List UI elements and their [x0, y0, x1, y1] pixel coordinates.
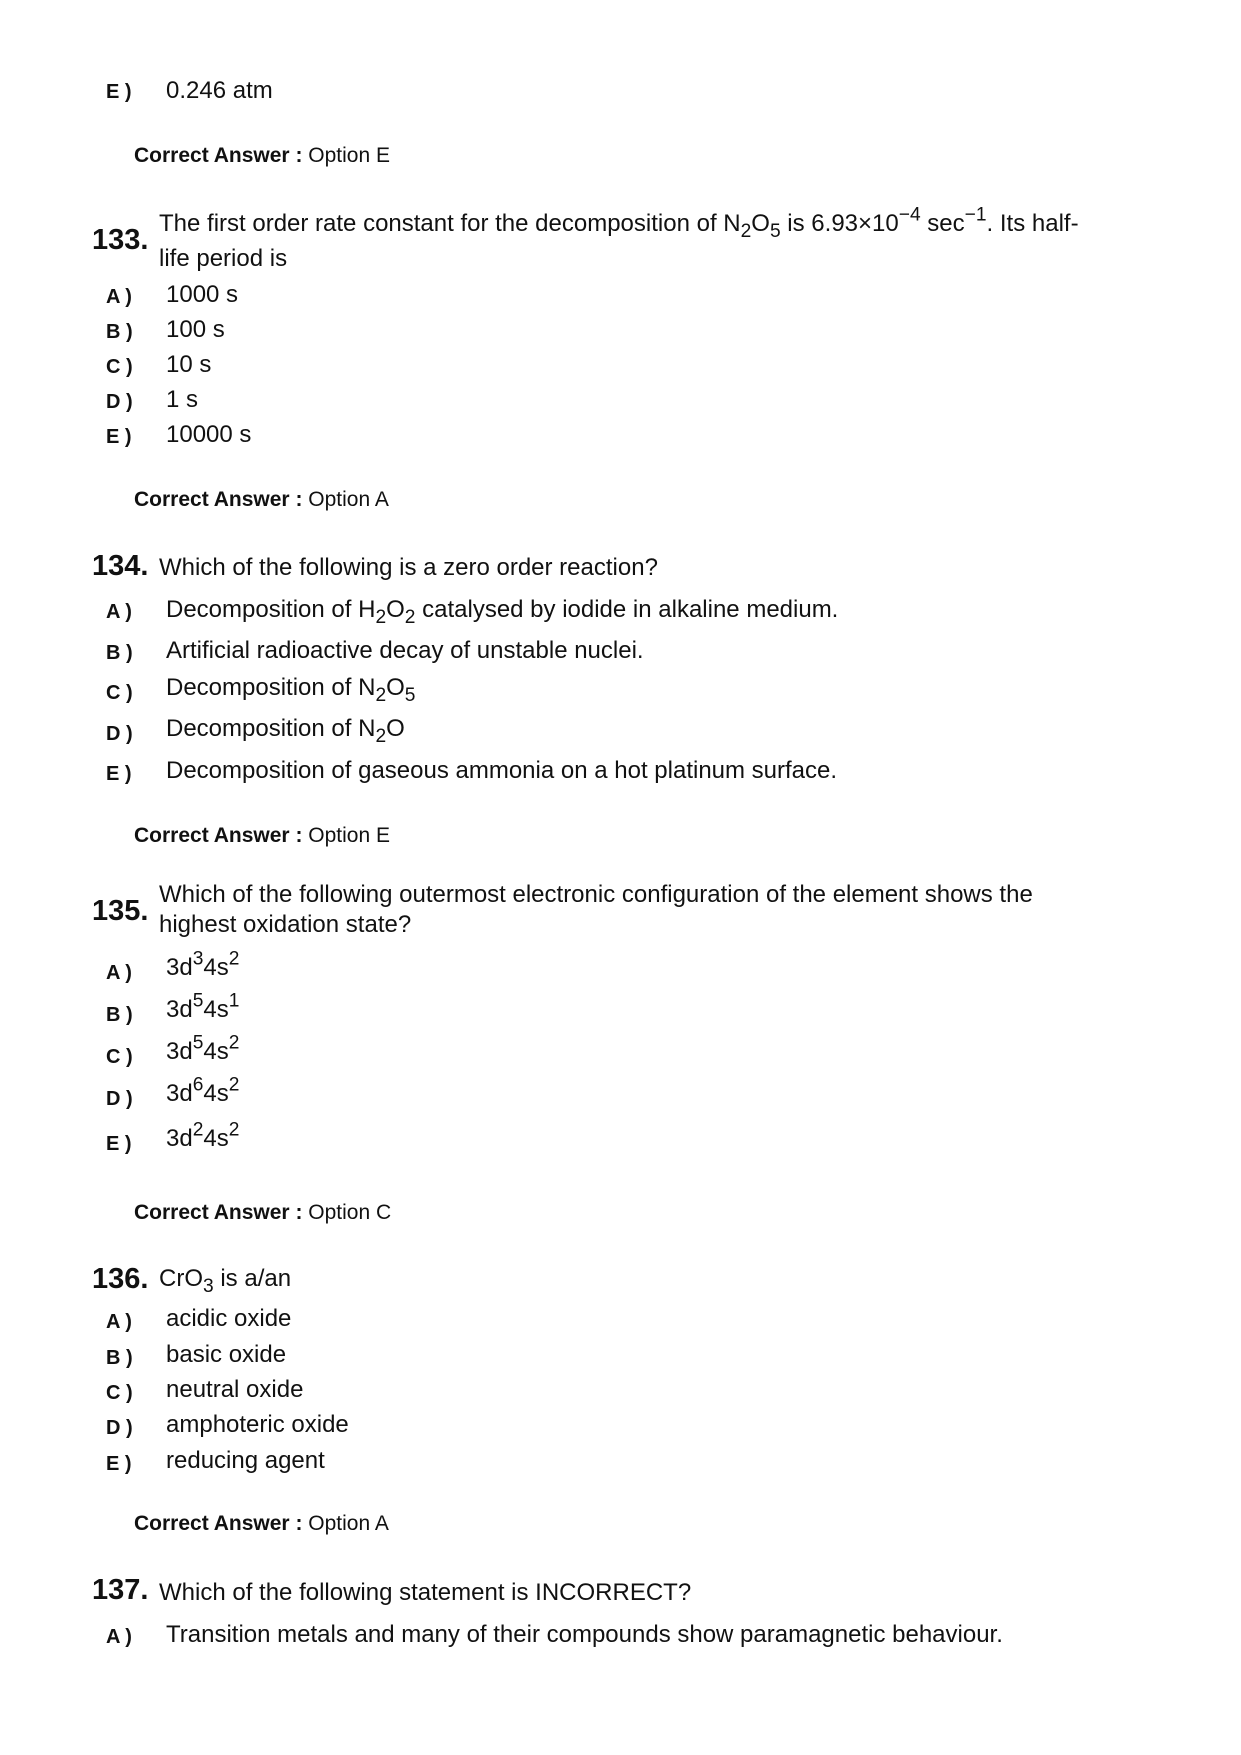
question-text-line-2: life period is — [159, 245, 288, 272]
question-number: 133. — [92, 224, 149, 256]
option-text: Transition metals and many of their compounds show paramagnetic behaviour. — [166, 1621, 1003, 1648]
option-text: basic oxide — [166, 1341, 287, 1368]
answer-label: Correct Answer : — [134, 824, 303, 847]
question-text: Which of the following statement is INCORRECT? — [159, 1579, 692, 1606]
answer-label: Correct Answer : — [134, 1201, 303, 1224]
option-text: 10 s — [166, 351, 212, 378]
answer-value: Option E — [308, 144, 390, 167]
option-letter: E ) — [106, 81, 132, 103]
option-letter: D ) — [106, 723, 133, 745]
option-letter: D ) — [106, 1088, 133, 1110]
subscript: 5 — [769, 220, 781, 242]
superscript: 5 — [192, 990, 204, 1012]
option-text: amphoteric oxide — [166, 1411, 349, 1438]
question-number: 136. — [92, 1263, 149, 1295]
option-text: Artificial radioactive decay of unstable nuclei. — [166, 637, 644, 664]
superscript: 2 — [228, 1074, 240, 1096]
answer-label: Correct Answer : — [134, 1512, 303, 1535]
subscript: 2 — [404, 606, 416, 628]
superscript: 5 — [192, 1032, 204, 1054]
option-letter: C ) — [106, 1382, 133, 1404]
answer-value: Option A — [308, 1512, 389, 1535]
option-letter: E ) — [106, 1453, 132, 1475]
option-letter: B ) — [106, 642, 133, 664]
option-letter: C ) — [106, 1046, 133, 1068]
option-text: $3d^54s^2$ — [166, 1032, 240, 1065]
answer-value: Option A — [308, 488, 389, 511]
question-text-line-2: highest oxidation state? — [159, 911, 412, 938]
option-letter: C ) — [106, 356, 133, 378]
superscript: 2 — [192, 1119, 204, 1141]
option-text: Decomposition of gaseous ammonia on a hot platinum surface. — [166, 757, 838, 784]
option-text: 1 s — [166, 386, 199, 413]
option-text: Decomposition of $N_2O$ — [166, 715, 405, 747]
option-letter: B ) — [106, 1004, 133, 1026]
superscript: 2 — [228, 948, 240, 970]
question-text: Which of the following is a zero order reaction? — [159, 554, 658, 581]
option-text: $3d^54s^1$ — [166, 990, 240, 1023]
superscript: 6 — [192, 1074, 204, 1096]
superscript: −1 — [964, 204, 987, 226]
option-text: $3d^64s^2$ — [166, 1074, 240, 1107]
subscript: 2 — [375, 684, 387, 706]
answer-value: Option E — [308, 824, 390, 847]
correct-answer — [134, 144, 390, 168]
option-text: neutral oxide — [166, 1376, 304, 1403]
option-letter: B ) — [106, 321, 133, 343]
option-letter: D ) — [106, 1417, 133, 1439]
option-letter: A ) — [106, 1311, 132, 1333]
option-text: 100 s — [166, 316, 225, 343]
option-text: $3d^24s^2$ — [166, 1119, 240, 1152]
question-text: CrO$_3$ is a/an — [159, 1265, 292, 1297]
correct-answer — [134, 1512, 389, 1536]
option-letter: B ) — [106, 1347, 133, 1369]
option-letter: A ) — [106, 601, 132, 623]
question-number: 137. — [92, 1574, 149, 1606]
option-letter: E ) — [106, 1133, 132, 1155]
superscript: −4 — [898, 204, 921, 226]
option-text: 0.246 atm — [166, 77, 273, 104]
answer-label: Correct Answer : — [134, 144, 303, 167]
option-letter: C ) — [106, 682, 133, 704]
subscript: 3 — [203, 1275, 214, 1297]
superscript: 2 — [228, 1032, 240, 1054]
subscript: 2 — [375, 725, 387, 747]
option-letter: A ) — [106, 286, 132, 308]
question-text-line-1: Which of the following outermost electronic configuration of the element shows the — [159, 881, 1033, 908]
option-letter: E ) — [106, 426, 132, 448]
correct-answer — [134, 1201, 391, 1225]
option-letter: A ) — [106, 962, 132, 984]
option-text: 10000 s — [166, 421, 252, 448]
answer-label: Correct Answer : — [134, 488, 303, 511]
superscript: 3 — [192, 948, 204, 970]
correct-answer — [134, 488, 389, 512]
superscript: 2 — [228, 1119, 240, 1141]
question-text-line-1: The first order rate constant for the decomposition of $N_2O_5$ is $6.93\times 10^{-4}$ $\sec^{-1}$. Its half- — [159, 204, 1079, 242]
question-number: 134. — [92, 550, 149, 582]
option-text: acidic oxide — [166, 1305, 292, 1332]
correct-answer — [134, 824, 390, 848]
question-number: 135. — [92, 895, 149, 927]
option-text: Decomposition of $N_2O_5$ — [166, 674, 416, 706]
option-letter: E ) — [106, 763, 132, 785]
option-text: Decomposition of $H_2O_2$ catalysed by iodide in alkaline medium. — [166, 596, 839, 628]
option-text: 1000 s — [166, 281, 239, 308]
superscript: 1 — [228, 990, 240, 1012]
subscript: 2 — [375, 606, 387, 628]
subscript: 5 — [404, 684, 416, 706]
subscript: 2 — [740, 220, 752, 242]
option-text: reducing agent — [166, 1447, 325, 1474]
option-letter: D ) — [106, 391, 133, 413]
option-letter: A ) — [106, 1626, 132, 1648]
answer-value: Option C — [308, 1201, 392, 1224]
option-text: $3d^34s^2$ — [166, 948, 240, 981]
